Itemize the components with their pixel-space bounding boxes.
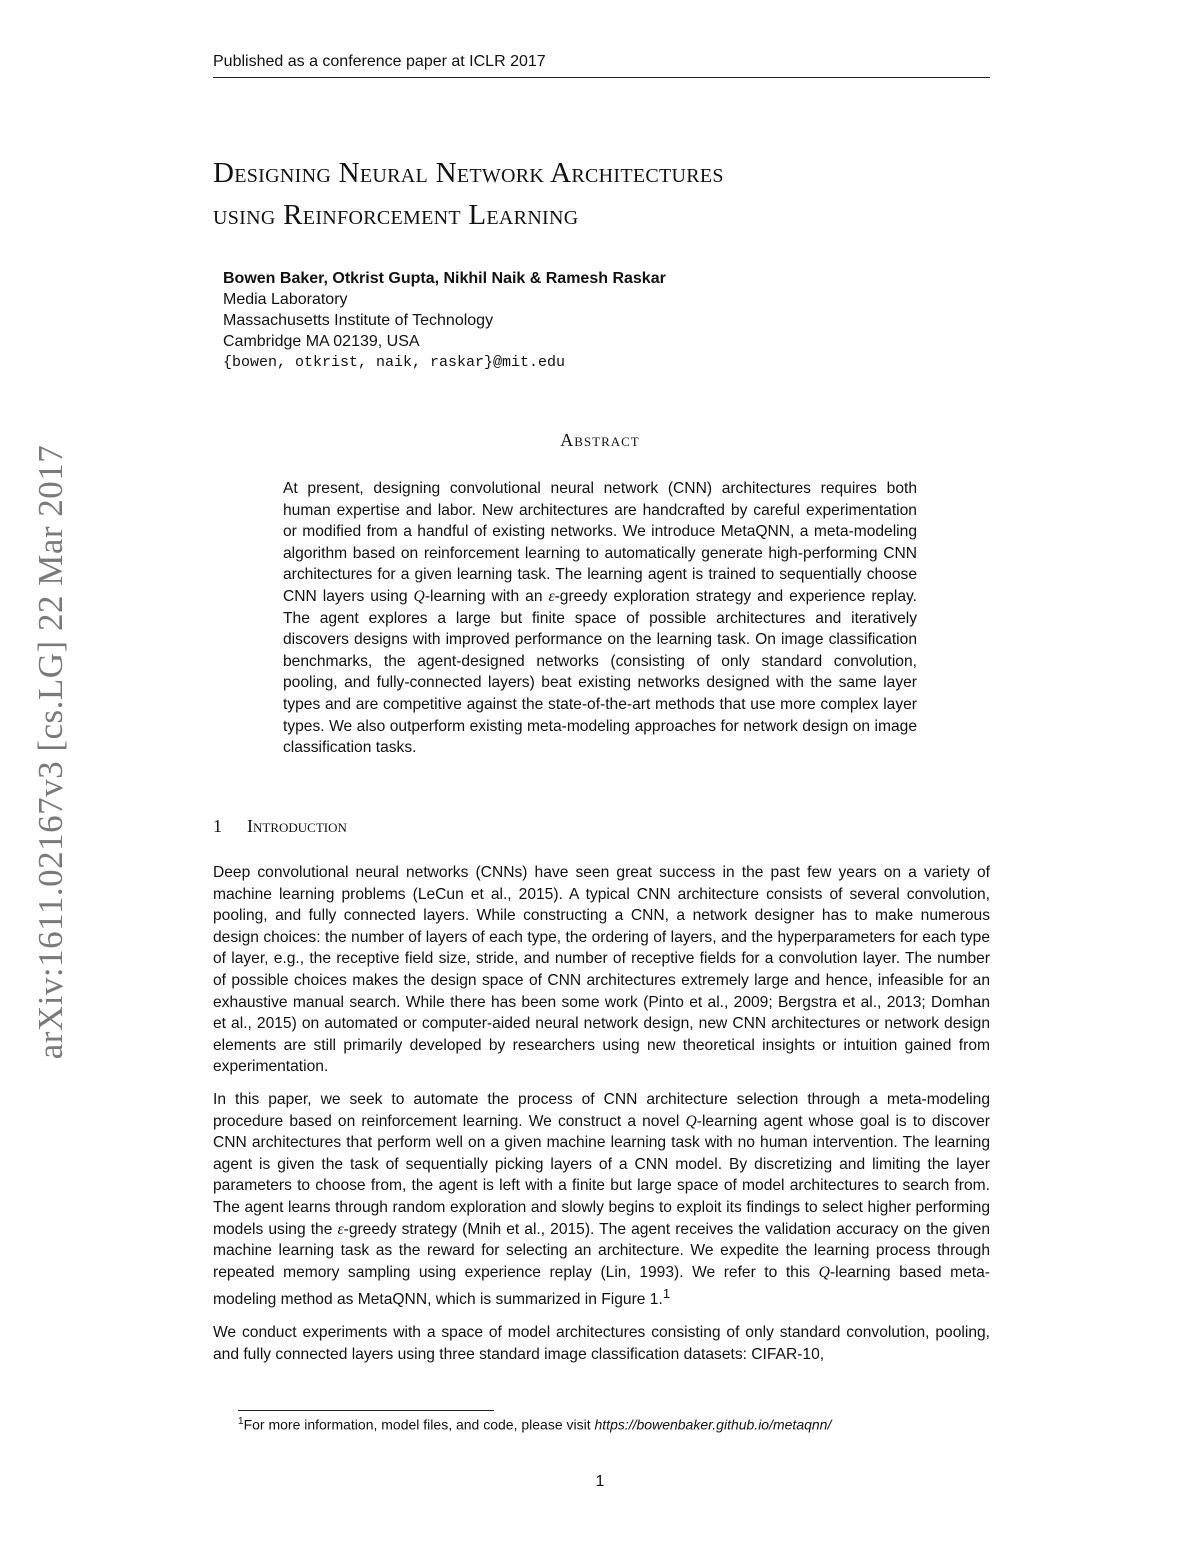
intro-p2-part-c: -greedy strategy (Mnih et al., 2015). The agent receives the validation accuracy on the given machine learning task as the reward for selecting an architecture. We expedite the learning process through repeated memory sampling using experience replay (Lin, 1993). We refer to this <box>213 1220 990 1281</box>
title-line-1: Designing Neural Network Architectures <box>213 157 724 189</box>
footnote <box>238 1416 831 1433</box>
abstract-text <box>283 478 917 759</box>
intro-paragraph-3: We conduct experiments with a space of model architectures consisting of only standard convolution, pooling, and fully connected layers using three standard image classification datasets: CIFAR-10, <box>213 1324 990 1363</box>
running-header: Published as a conference paper at ICLR 2017 <box>213 53 546 70</box>
footnote-rule <box>238 1410 494 1411</box>
author-institution: Massachusetts Institute of Technology <box>223 312 494 329</box>
section-heading <box>213 816 347 837</box>
title-line-2: using Reinforcement Learning <box>213 199 579 231</box>
arxiv-stamp: arXiv:1611.02167v3 [cs.LG] 22 Mar 2017 <box>31 444 70 1060</box>
q-symbol: Q <box>413 587 425 605</box>
page-number: 1 <box>595 1473 605 1490</box>
introduction-body <box>213 862 990 1376</box>
author-affiliation: Media Laboratory <box>223 291 348 308</box>
footnote-text: For more information, model files, and code, please visit <box>243 1416 595 1433</box>
author-address: Cambridge MA 02139, USA <box>223 333 420 350</box>
intro-p2-part-d: -learning based meta-modeling method as MetaQNN, which is summarized in Figure 1. <box>213 1263 990 1309</box>
intro-paragraph-2 <box>213 1089 990 1311</box>
abstract-part-3: -greedy exploration strategy and experience replay. The agent explores a large but finite space of possible architectures and iteratively discovers designs with improved performance on the learning task. On image classification benchmarks, the agent-designed networks (consisting of only standard convolution, pooling, and fully-connected layers) beat existing networks designed with the same layer types and are competitive against the state-of-the-art methods that use more complex layer types. We also outperform existing meta-modeling approaches for network design on image classification tasks. <box>283 587 917 757</box>
epsilon-symbol: ε <box>337 1220 344 1238</box>
author-email: {bowen, otkrist, naik, raskar}@mit.edu <box>223 354 566 371</box>
abstract-part-2: -learning with an <box>424 587 549 605</box>
section-title: Introduction <box>247 816 347 836</box>
footnote-link[interactable]: https://bowenbaker.github.io/metaqnn/ <box>594 1416 832 1433</box>
epsilon-symbol: ε <box>548 587 555 605</box>
q-symbol: Q <box>818 1263 830 1281</box>
q-symbol: Q <box>685 1112 697 1130</box>
section-number: 1 <box>213 816 222 836</box>
abstract-heading: Abstract <box>560 430 640 450</box>
intro-p2-part-b: -learning agent whose goal is to discover CNN architectures that perform well on a given machine learning task with no human intervention. The learning agent is given the task of sequentially picking layers of a CNN model. By discretizing and limiting the layer parameters to choose from, the agent is left with a finite but large space of model architectures to search from. The agent learns through random exploration and slowly begins to exploit its findings to select higher performing models using the <box>213 1112 990 1238</box>
abstract-part-1: At present, designing convolutional neural network (CNN) architectures requires both human expertise and labor. New architectures are handcrafted by careful experimentation or modified from a handful of existing networks. We introduce MetaQNN, a meta-modeling algorithm based on reinforcement learning to automatically generate high-performing CNN architectures for a given learning task. The learning agent is trained to sequentially choose CNN layers using <box>283 480 917 605</box>
footnote-marker[interactable]: 1 <box>662 1286 671 1302</box>
footnote-number: 1 <box>238 1416 244 1427</box>
intro-paragraph-1: Deep convolutional neural networks (CNNs) have seen great success in the past few years on a variety of machine learning problems (LeCun et al., 2015). A typical CNN architecture consists of several convolution, pooling, and fully connected layers. While constructing a CNN, a network designer has to make numerous design choices: the number of layers of each type, the ordering of layers, and the hyperparameters for each type of layer, e.g., the receptive field size, stride, and number of receptive fields for a convolution layer. The number of possible choices makes the design space of CNN architectures extremely large and hence, infeasible for an exhaustive manual search. While there has been some work (Pinto et al., 2009; Bergstra et al., 2013; Domhan et al., 2015) on automated or computer-aided neural network design, new CNN architectures or network design elements are still primarily developed by researchers using new theoretical insights or intuition gained from experimentation. <box>213 864 990 1076</box>
author-block <box>223 268 666 373</box>
author-names: Bowen Baker, Otkrist Gupta, Nikhil Naik & Ramesh Raskar <box>223 270 666 287</box>
header-rule <box>213 77 990 78</box>
paper-title <box>213 152 993 236</box>
intro-p2-part-a: In this paper, we seek to automate the process of CNN architecture selection through a meta-modeling procedure based on reinforcement learning. We construct a novel <box>213 1090 990 1130</box>
